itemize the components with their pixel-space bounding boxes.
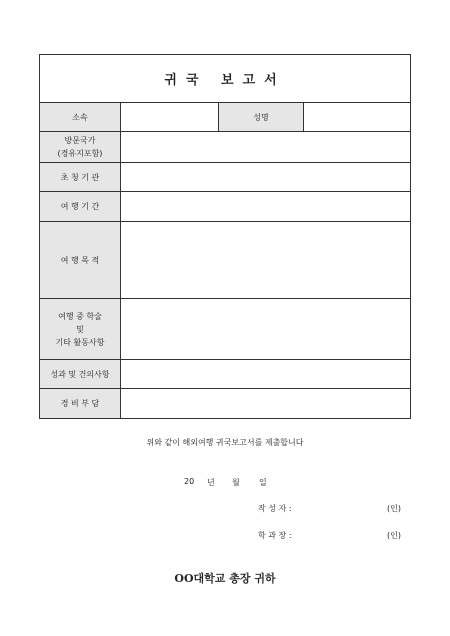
activity-label xyxy=(40,299,121,360)
period-field[interactable] xyxy=(121,192,411,222)
host-field[interactable] xyxy=(121,163,411,192)
expense-label: 경 비 부 담 xyxy=(40,389,121,419)
author-label: 작 성 자 : xyxy=(258,504,292,513)
date-year: 년 xyxy=(207,478,215,487)
dept-head-label: 학 과 장 : xyxy=(258,531,292,540)
results-field[interactable] xyxy=(121,360,411,389)
date-year-prefix: 20 xyxy=(184,477,195,486)
affiliation-label: 소속 xyxy=(40,103,121,132)
host-label: 초 청 기 관 xyxy=(40,163,121,192)
expense-field[interactable] xyxy=(121,389,411,419)
addressee: OO대학교 총장 귀하 xyxy=(174,572,276,585)
name-label: 성명 xyxy=(219,103,304,132)
purpose-label: 여 행 목 적 xyxy=(40,222,121,299)
activity-label-line2: 및 xyxy=(76,324,84,334)
purpose-field[interactable] xyxy=(121,222,411,299)
affiliation-field[interactable] xyxy=(121,103,219,132)
date-day: 일 xyxy=(259,478,267,487)
dept-head-seal: (인) xyxy=(387,531,401,540)
activity-label-line1: 여행 중 학술 xyxy=(58,311,102,321)
form-title: 귀국 보고서 xyxy=(40,55,411,103)
report-form-table xyxy=(39,54,411,419)
activity-label-line3: 기타 활동사항 xyxy=(55,337,105,347)
author-seal: (인) xyxy=(387,504,401,513)
submission-statement: 위와 같이 해외여행 귀국보고서를 제출합니다 xyxy=(146,438,304,447)
name-field[interactable] xyxy=(304,103,411,132)
country-field[interactable] xyxy=(121,132,411,163)
country-label-line1: 방문국가 xyxy=(64,136,96,145)
activity-field[interactable] xyxy=(121,299,411,360)
period-label: 여 행 기 간 xyxy=(40,192,121,222)
date-month: 월 xyxy=(232,478,240,487)
results-label: 성과 및 건의사항 xyxy=(40,360,121,389)
country-label-line2: (경유지포함) xyxy=(57,149,103,158)
country-label xyxy=(40,132,121,163)
